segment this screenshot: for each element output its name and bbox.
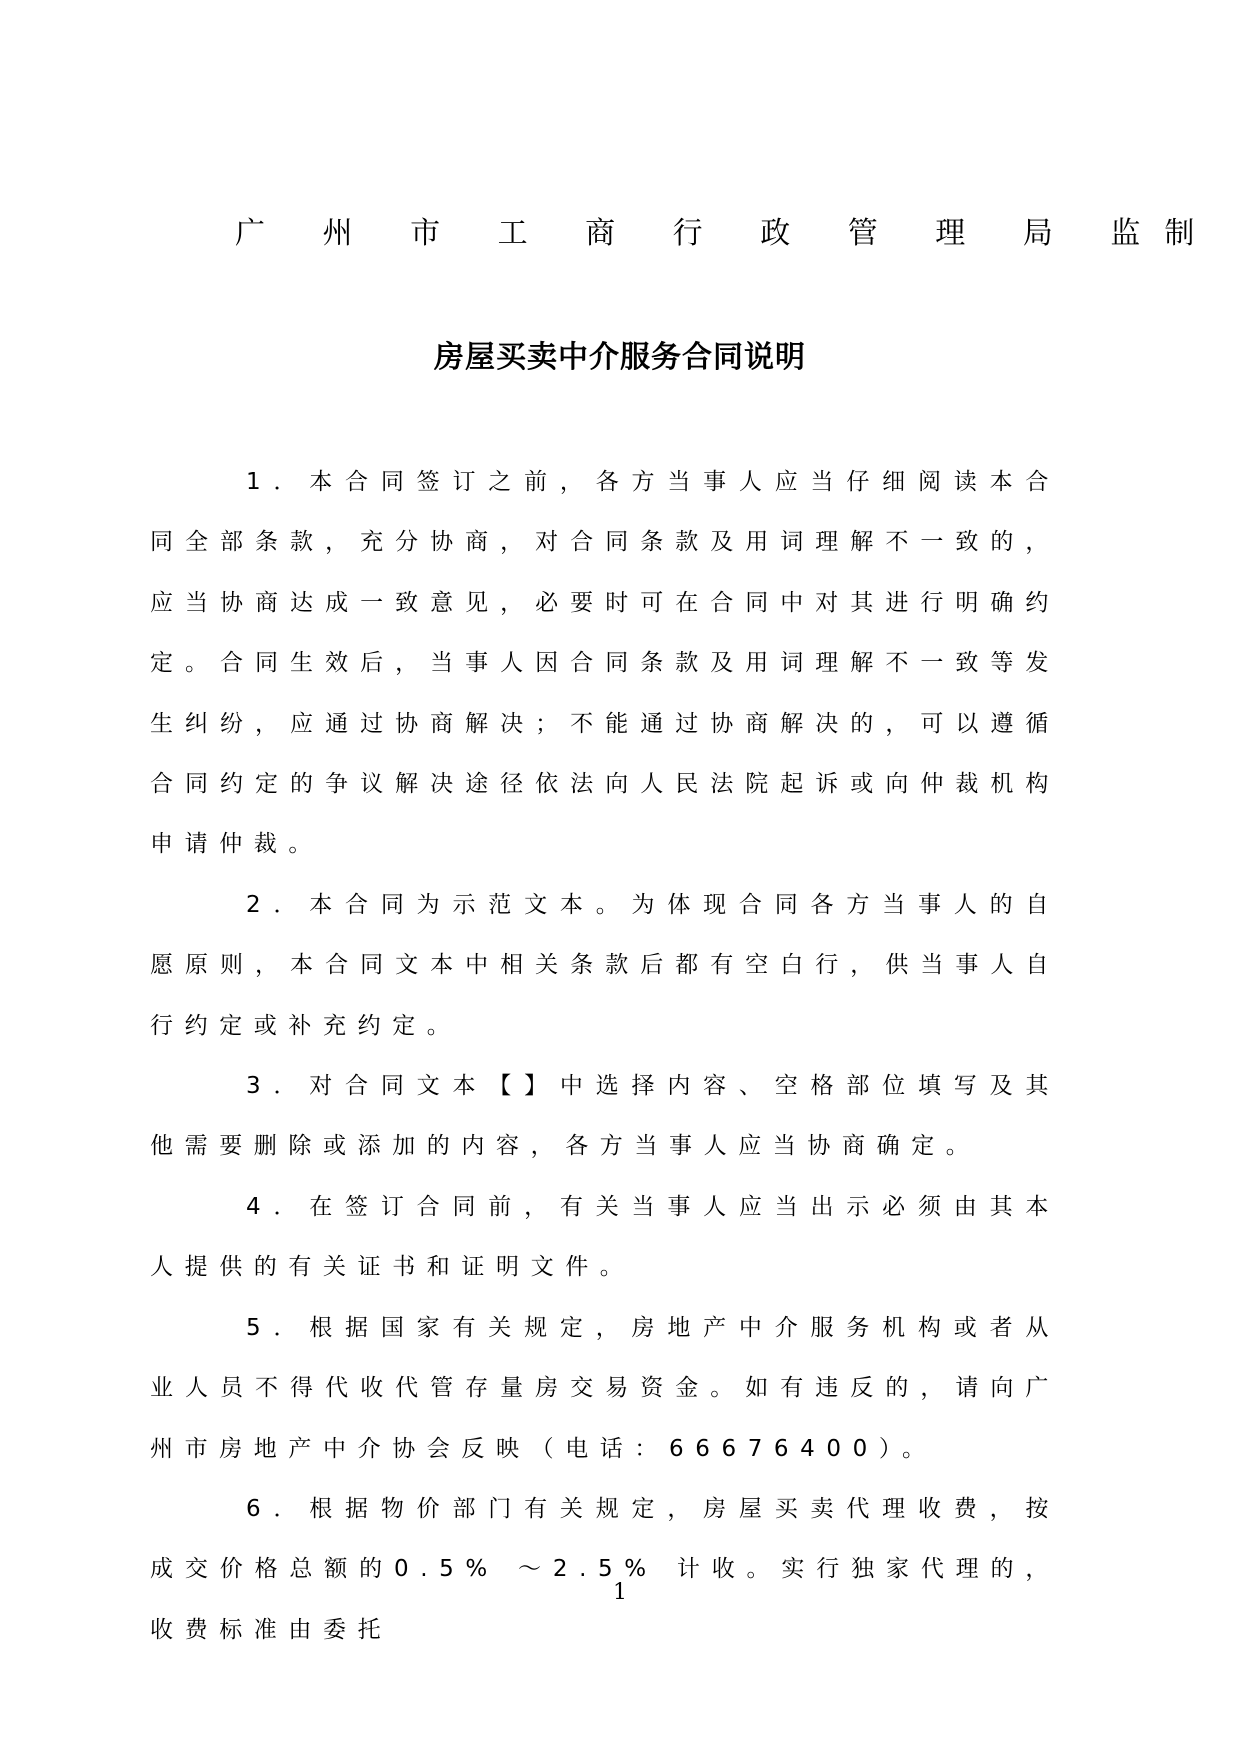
body-text	[150, 452, 1060, 1660]
paragraph-2: 2．本合同为示范文本。为体现合同各方当事人的自愿原则，本合同文本中相关条款后都有空白行，供当事人自行约定或补充约定。	[150, 891, 1060, 1039]
paragraph-4: 4．在签订合同前，有关当事人应当出示必须由其本人提供的有关证书和证明文件。	[150, 1193, 1060, 1281]
document-title: 房屋买卖中介服务合同说明	[434, 340, 806, 375]
page-number: 1	[613, 1580, 627, 1605]
paragraph-5: 5．根据国家有关规定，房地产中介服务机构或者从业人员不得代收代管存量房交易资金。如有违反的，请向广州市房地产中介协会反映（电话：66676400）。	[150, 1314, 1060, 1462]
paragraph-1: 1．本合同签订之前，各方当事人应当仔细阅读本合同全部条款，充分协商，对合同条款及用词理解不一致的，应当协商达成一致意见，必要时可在合同中对其进行明确约定。合同生效后，当事人因合同条款及用词理解不一致等发生纠纷，应通过协商解决；不能通过协商解决的，可以遵循合同约定的争议解决途径依法向人民法院起诉或向仲裁机构申请仲裁。	[150, 469, 1060, 858]
paragraph-3: 3．对合同文本【】中选择内容、空格部位填写及其他需要删除或添加的内容，各方当事人应当协商确定。	[150, 1073, 1060, 1160]
issuer-line: 广 州 市 工 商 行 政 管 理 局 监制	[235, 216, 1219, 251]
paragraph-6: 6．根据物价部门有关规定，房屋买卖代理收费，按成交价格总额的0.5% ～2.5% 计收。实行独家代理的，收费标准由委托	[150, 1495, 1060, 1643]
